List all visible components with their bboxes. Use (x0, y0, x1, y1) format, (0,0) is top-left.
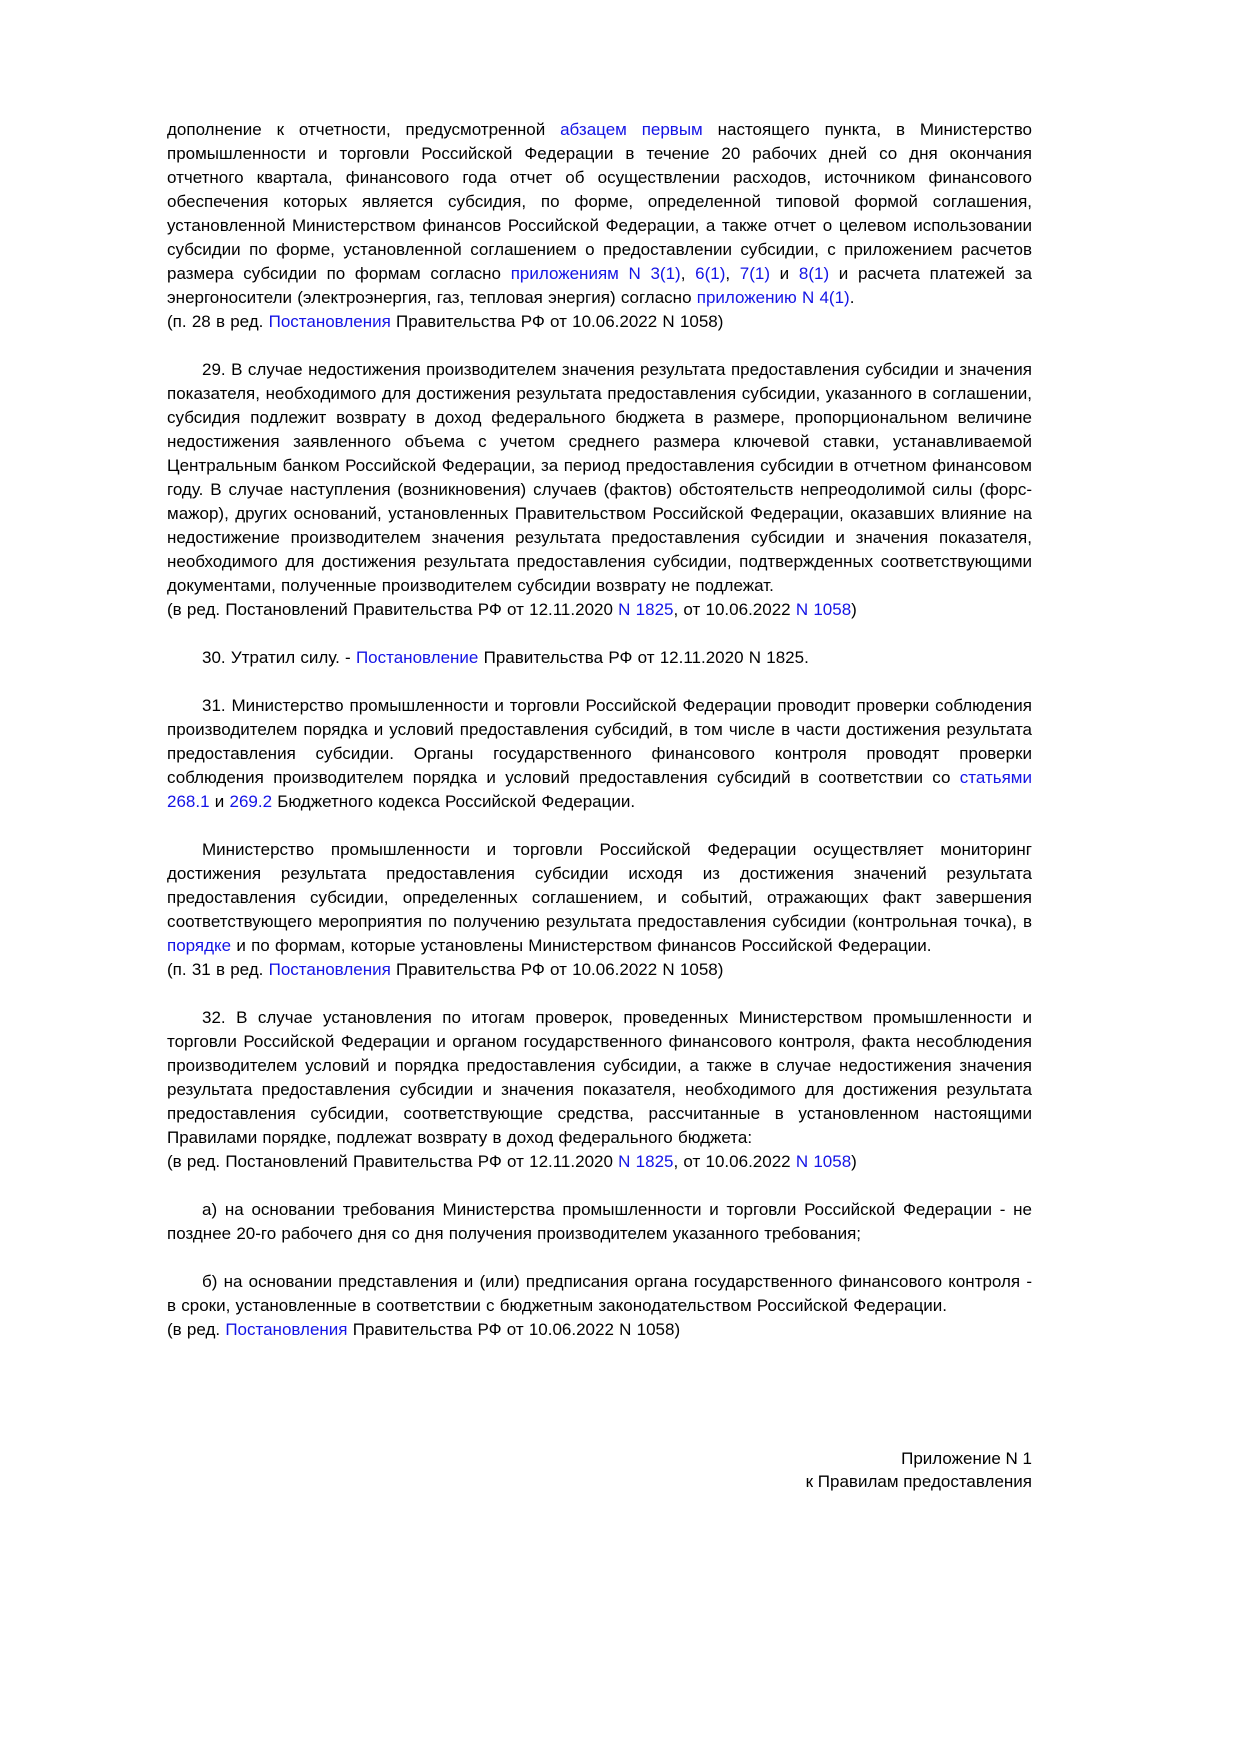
text-run: и (209, 792, 230, 811)
amendment-note-p32b (167, 1318, 1032, 1342)
doc-link[interactable]: приложениям N 3(1) (510, 264, 681, 283)
text-run: дополнение к отчетности, предусмотренной (167, 120, 561, 139)
doc-link[interactable]: Постановление (355, 648, 479, 667)
document-body (167, 118, 1032, 1342)
paragraph-28-continuation (167, 118, 1032, 310)
text-run: (в ред. Постановлений Правительства РФ от 12.11.2020 (167, 1152, 619, 1171)
text-run: . (849, 288, 855, 307)
doc-link[interactable]: Постановления (225, 1320, 348, 1339)
doc-link[interactable]: 6(1) (695, 264, 726, 283)
doc-link[interactable]: Постановления (268, 312, 391, 331)
text-run: и (770, 264, 799, 283)
doc-link[interactable]: 8(1) (798, 264, 830, 283)
text-run: 32. В случае установления по итогам проверок, проведенных Министерством промышленности и торговли Российской Федерации и органом государственного финансового контроля, факта несоблюдения производителем условий и порядка предоставления субсидии, а также в случае недостижения значения результата предоставления субсидии и значения показателя, необходимого для достижения результата предоставления субсидии, соответствующие средства, рассчитанные в установленном настоящими Правилами порядке, подлежат возврату в доход федерального бюджета: (167, 1008, 1032, 1147)
text-run: 30. Утратил силу. - (202, 648, 356, 667)
text-run: (в ред. Постановлений Правительства РФ от 12.11.2020 (167, 600, 619, 619)
doc-link[interactable]: абзацем первым (560, 120, 703, 139)
amendment-note-p28 (167, 310, 1032, 334)
amendment-note-p32 (167, 1150, 1032, 1174)
text-run: (п. 31 в ред. (167, 960, 269, 979)
appendix-line-1: Приложение N 1 (901, 1449, 1032, 1468)
doc-link[interactable]: N 1825 (618, 600, 674, 619)
doc-link[interactable]: N 1058 (795, 600, 852, 619)
amendment-note-p29 (167, 598, 1032, 622)
paragraph-32 (167, 1006, 1032, 1150)
doc-link[interactable]: порядке (167, 936, 232, 955)
appendix-line-2: к Правилам предоставления (805, 1472, 1032, 1491)
paragraph-29 (167, 358, 1032, 598)
doc-link[interactable]: N 1058 (795, 1152, 852, 1171)
text-run: , от 10.06.2022 (673, 1152, 796, 1171)
text-run: 29. В случае недостижения производителем значения результата предоставления субсидии и значения показателя, необходимого для достижения результата предоставления субсидии, указанного в соглашении, субсидия подлежит возврату в доход федерального бюджета в размере, пропорциональном величине недостижения заявленного объема с учетом среднего размера ключевой ставки, устанавливаемой Центральным банком Российской Федерации, за период предоставления субсидии в отчетном финансовом году. В случае наступления (возникновения) случаев (фактов) обстоятельств непреодолимой силы (форс-мажор), других оснований, установленных Правительством Российской Федерации, оказавших влияние на недостижение производителем значения результата предоставления субсидии и значения показателя, необходимого для достижения результата предоставления субсидии, подтвержденных соответствующими документами, полученные производителем субсидии возврату не подлежат. (167, 360, 1032, 595)
paragraph-31-monitoring (167, 838, 1032, 958)
doc-link[interactable]: N 1825 (618, 1152, 674, 1171)
appendix-heading (167, 1447, 1032, 1493)
paragraph-31 (167, 694, 1032, 814)
text-run: , от 10.06.2022 (673, 600, 796, 619)
text-run: а) на основании требования Министерства промышленности и торговли Российской Федерации - не позднее 20-го рабочего дня со дня получения производителем указанного требования; (167, 1200, 1032, 1243)
paragraph-30 (167, 646, 1032, 670)
text-run: Правительства РФ от 10.06.2022 N 1058) (390, 312, 724, 331)
text-run: Правительства РФ от 12.11.2020 N 1825. (478, 648, 809, 667)
doc-link[interactable]: Постановления (268, 960, 391, 979)
text-run: Бюджетного кодекса Российской Федерации. (272, 792, 636, 811)
text-run: Правительства РФ от 10.06.2022 N 1058) (390, 960, 724, 979)
text-run: (п. 28 в ред. (167, 312, 269, 331)
text-run: , (725, 264, 740, 283)
text-run: ) (851, 600, 857, 619)
text-run: 31. Министерство промышленности и торговли Российской Федерации проводит проверки соблюдения производителем порядка и условий предоставления субсидий, в том числе в части достижения результата предоставления субсидии. Органы государственного финансового контроля проводят проверки соблюдения производителем порядка и условий предоставления субсидий в соответствии со (167, 696, 1032, 787)
text-run: и расчета платежей за энергоносители (электроэнергия, газ, тепловая энергия) согласно (167, 264, 1032, 307)
text-run: настоящего пункта, в Министерство промышленности и торговли Российской Федерации в течение 20 рабочих дней со дня окончания отчетного квартала, финансового года отчет об осуществлении расходов, источником финансового обеспечения которых является субсидия, по форме, определенной типовой формой соглашения, установленной Министерством финансов Российской Федерации, а также отчет о целевом использовании субсидии по форме, установленной соглашением о предоставлении субсидии, с приложением расчетов размера субсидии по формам согласно (167, 120, 1032, 283)
doc-link[interactable]: статьями 268.1 (167, 768, 1032, 811)
text-run: (в ред. (167, 1320, 226, 1339)
paragraph-32a (167, 1198, 1032, 1246)
text-run: , (680, 264, 696, 283)
amendment-note-p31 (167, 958, 1032, 982)
doc-link[interactable]: 269.2 (229, 792, 273, 811)
paragraph-32b (167, 1270, 1032, 1318)
text-run: Министерство промышленности и торговли Российской Федерации осуществляет мониторинг достижения результата предоставления субсидии исходя из достижения значений результата предоставления субсидии, определенных соглашением, и событий, отражающих факт завершения соответствующего мероприятия по получению результата предоставления субсидии (контрольная точка), в (167, 840, 1032, 931)
doc-link[interactable]: 7(1) (739, 264, 770, 283)
text-run: Правительства РФ от 10.06.2022 N 1058) (347, 1320, 681, 1339)
text-run: ) (851, 1152, 857, 1171)
doc-link[interactable]: приложению N 4(1) (696, 288, 850, 307)
text-run: б) на основании представления и (или) предписания органа государственного финансового контроля - в сроки, установленные в соответствии с бюджетным законодательством Российской Федерации. (167, 1272, 1032, 1315)
text-run: и по формам, которые установлены Министерством финансов Российской Федерации. (231, 936, 932, 955)
